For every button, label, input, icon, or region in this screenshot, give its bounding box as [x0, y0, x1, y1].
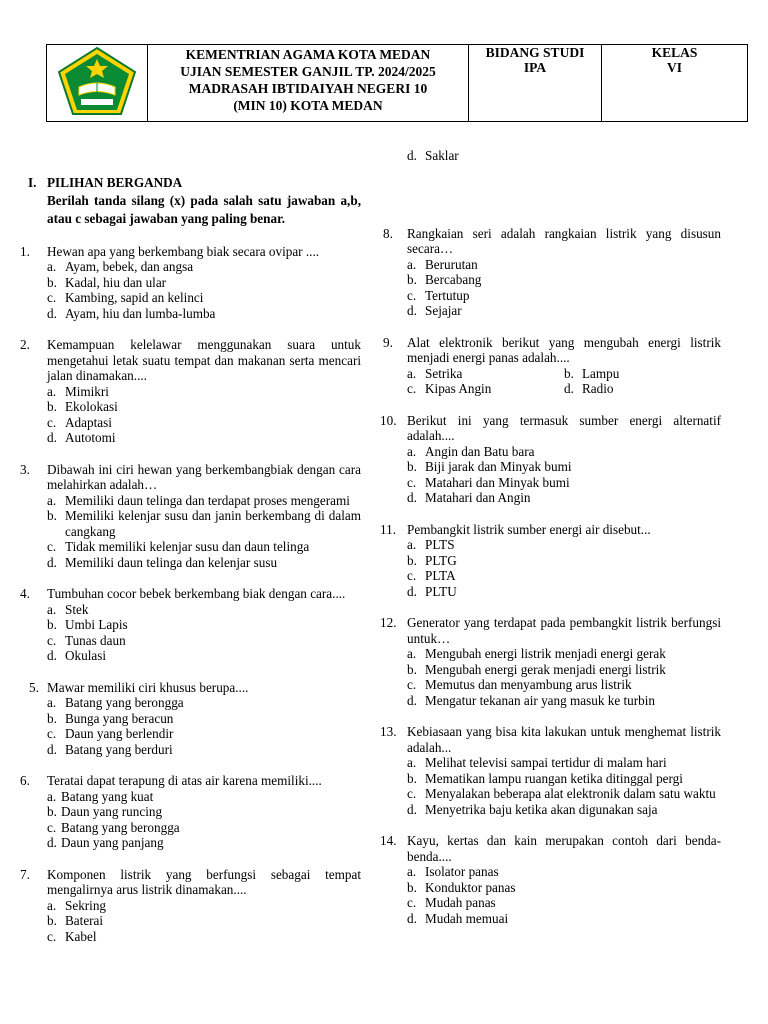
option-text: Ekolokasi [65, 399, 118, 414]
option-text: Saklar [425, 148, 459, 163]
option[interactable] [407, 537, 721, 553]
option-text: Adaptasi [65, 414, 112, 430]
option-letter: b. [47, 508, 57, 523]
option-letter: b. [47, 710, 57, 726]
question-text: Kayu, kertas dan kain merupakan contoh dari benda-benda.... [407, 833, 721, 864]
option-letter: c. [47, 632, 57, 648]
option-text: Memiliki daun telinga dan terdapat proses mengerami [65, 492, 350, 508]
subject-label: BIDANG STUDI [485, 45, 585, 60]
option-letter: a. [407, 256, 417, 272]
option[interactable] [47, 789, 361, 805]
class-cell [602, 45, 748, 122]
institution-line: UJIAN SEMESTER GANJIL TP. 2024/2025 [180, 64, 436, 79]
question-text: Komponen listrik yang berfungsi sebagai tempat mengalirnya arus listrik dinamakan.... [47, 866, 361, 897]
right-column [380, 148, 721, 926]
option-text: Kadal, hiu dan ular [65, 274, 167, 290]
option-letter: b. [407, 272, 417, 287]
option[interactable] [47, 430, 361, 446]
option-letter: b. [407, 661, 417, 677]
option[interactable] [407, 272, 721, 288]
option-text: Daun yang berlendir [65, 726, 174, 741]
option-letter: b. [564, 365, 574, 381]
option-letter: c. [407, 568, 417, 583]
option-text: Bunga yang beracun [65, 710, 174, 726]
option[interactable] [47, 617, 361, 633]
option[interactable] [47, 820, 361, 836]
option-text: Kambing, sapid an kelinci [65, 290, 204, 305]
subject-cell [469, 45, 602, 122]
option-text: Bercabang [425, 272, 482, 287]
option[interactable] [407, 662, 721, 678]
option-letter: b. [47, 804, 57, 819]
question-number: 4. [20, 586, 30, 601]
exam-header-table [46, 44, 748, 122]
option[interactable] [407, 677, 721, 693]
option-letter: b. [407, 770, 417, 786]
option[interactable] [47, 508, 361, 539]
option-letter: c. [407, 895, 417, 910]
option-letter: d. [407, 583, 417, 599]
option-text: Mengatur tekanan air yang masuk ke turbin [425, 692, 655, 708]
option[interactable] [47, 555, 361, 571]
question-number: 12. [380, 615, 397, 630]
option-letter: d. [407, 910, 417, 926]
option-letter: d. [47, 741, 57, 757]
option-letter: a. [47, 492, 57, 508]
option-letter: c. [47, 819, 57, 835]
option-letter: d. [407, 801, 417, 817]
question-number: 1. [20, 243, 30, 259]
option[interactable] [47, 399, 361, 415]
option-letter: a. [47, 695, 57, 710]
option-text: Mudah memuai [425, 910, 509, 926]
option-text: Kabel [65, 928, 97, 944]
option[interactable] [47, 835, 361, 851]
question-number: 14. [380, 833, 397, 848]
option-letter: a. [407, 755, 417, 770]
option[interactable] [407, 568, 721, 584]
option-letter: a. [407, 646, 417, 661]
option-text: PLTA [425, 568, 456, 583]
option-text: Berurutan [425, 256, 478, 272]
question-number: 8. [383, 225, 393, 241]
question-number: 3. [20, 461, 30, 477]
kemenag-logo-icon [53, 45, 141, 117]
option-text: Mematikan lampu ruangan ketika ditinggal pergi [425, 770, 683, 786]
question-item [380, 335, 721, 397]
option-letter: b. [47, 399, 57, 414]
option-text: Memiliki kelenjar susu dan janin berkembang di dalam cangkang [65, 508, 361, 539]
option[interactable] [47, 726, 361, 742]
option-letter: d. [47, 648, 57, 663]
question-item [380, 615, 721, 708]
option-text: Tertutup [425, 287, 470, 303]
question-number: 2. [20, 337, 30, 352]
option[interactable] [407, 490, 721, 506]
question-number: 5. [29, 679, 39, 695]
option-letter: c. [407, 474, 417, 490]
option[interactable] [407, 895, 721, 911]
option-text: Mengubah energi listrik menjadi energi gerak [425, 646, 666, 661]
question-text: Berikut ini yang termasuk sumber energi alternatif adalah.... [407, 412, 721, 443]
question-item [20, 773, 361, 851]
option[interactable] [47, 804, 361, 820]
option-letter: d. [407, 303, 417, 318]
question-item [380, 226, 721, 319]
option-text: Batang yang berongga [61, 819, 180, 835]
institution-line: (MIN 10) KOTA MEDAN [233, 98, 383, 113]
option-text: PLTS [425, 537, 455, 552]
option[interactable] [47, 648, 361, 664]
subject-value: IPA [523, 60, 547, 75]
option[interactable] [407, 444, 721, 460]
question-text: Kebiasaan yang bisa kita lakukan untuk menghemat listrik adalah... [407, 724, 721, 755]
institution-cell [148, 45, 469, 122]
option-text: Ayam, bebek, dan angsa [65, 259, 194, 274]
option-text: Biji jarak dan Minyak bumi [425, 459, 572, 474]
question-text: Kemampuan kelelawar menggunakan suara untuk mengetahui letak suatu tempat dan makanan serta mencari jalan dinamakan.... [47, 337, 361, 383]
question-number: 10. [380, 412, 397, 428]
logo-cell [47, 45, 148, 122]
option-text: Batang yang berongga [65, 695, 184, 710]
option[interactable] [47, 695, 361, 711]
question-number: 13. [380, 724, 397, 739]
question-item [20, 586, 361, 664]
option-text: Matahari dan Minyak bumi [425, 474, 570, 490]
option-letter: d. [407, 490, 417, 505]
option-text: Daun yang panjang [61, 835, 164, 850]
class-value: VI [666, 60, 682, 75]
option-letter: c. [47, 726, 57, 741]
option-text: Baterai [65, 913, 104, 928]
option[interactable] [47, 913, 361, 929]
question-item [20, 244, 361, 322]
option[interactable] [407, 148, 721, 164]
question-number: 7. [20, 866, 30, 882]
option-letter: a. [47, 788, 57, 804]
option-letter: a. [407, 537, 417, 552]
option-text: Stek [65, 601, 89, 617]
option[interactable] [47, 929, 361, 945]
option-letter: b. [407, 879, 417, 895]
question-item [20, 867, 361, 945]
option-text: Menyetrika baju ketika akan digunakan saja [425, 801, 658, 817]
option-letter: a. [407, 864, 417, 879]
option-text: PLTU [425, 583, 457, 599]
option-letter: b. [407, 552, 417, 568]
option[interactable] [47, 633, 361, 649]
option-text: Menyalakan beberapa alat elektronik dalam satu waktu [425, 786, 716, 801]
option-letter: c. [407, 381, 417, 396]
section-number: I. [28, 175, 37, 190]
option[interactable] [407, 303, 721, 319]
question-number: 6. [20, 773, 30, 788]
option-text: Tunas daun [65, 632, 126, 648]
question-item [380, 413, 721, 506]
option-letter: b. [407, 459, 417, 474]
option-text: Konduktor panas [425, 879, 516, 895]
option-text: Isolator panas [425, 864, 499, 879]
option-text: Lampu [582, 365, 620, 381]
option-text: Batang yang berduri [65, 741, 173, 757]
question-text: Mawar memiliki ciri khusus berupa.... [47, 679, 249, 695]
option-letter: d. [47, 430, 57, 445]
option-text: Mengubah energi gerak menjadi energi listrik [425, 661, 666, 677]
option-letter: a. [47, 259, 57, 274]
option[interactable] [407, 755, 721, 771]
option[interactable] [407, 381, 564, 397]
option[interactable] [47, 259, 361, 275]
option[interactable] [407, 880, 721, 896]
option-letter: b. [47, 274, 57, 290]
option-text: Memutus dan menyambung arus listrik [425, 677, 632, 692]
option-text: Matahari dan Angin [425, 490, 531, 505]
option[interactable] [407, 802, 721, 818]
option-text: Autotomi [65, 430, 116, 445]
question-item [380, 522, 721, 600]
option[interactable] [47, 493, 361, 509]
option-letter: b. [47, 617, 57, 632]
option[interactable] [407, 553, 721, 569]
option-text: Sekring [65, 897, 107, 913]
option-text: Batang yang kuat [61, 788, 154, 804]
question-number: 11. [380, 521, 396, 537]
option[interactable] [407, 693, 721, 709]
option[interactable] [407, 288, 721, 304]
option[interactable] [47, 306, 361, 322]
class-label: KELAS [651, 45, 698, 60]
option-letter: d. [47, 835, 57, 850]
option-text: Sejajar [425, 303, 462, 318]
option-text: Umbi Lapis [65, 617, 128, 632]
option[interactable] [47, 415, 361, 431]
option-letter: a. [407, 443, 417, 459]
question-item [20, 462, 361, 571]
question-text: Pembangkit listrik sumber energi air disebut... [407, 521, 651, 537]
left-column [20, 174, 361, 944]
option-letter: c. [407, 786, 417, 801]
option-text: Kipas Angin [425, 381, 492, 396]
option-letter: a. [47, 601, 57, 617]
question-item [380, 833, 721, 926]
option[interactable] [47, 275, 361, 291]
section-title: PILIHAN BERGANDA [47, 175, 183, 190]
option-letter: d. [47, 305, 57, 321]
option-letter: a. [407, 365, 417, 381]
option-letter: d. [47, 554, 57, 570]
option[interactable] [47, 384, 361, 400]
option-letter: d. [564, 381, 574, 396]
option-text: Okulasi [65, 648, 107, 663]
option[interactable] [47, 742, 361, 758]
option[interactable] [407, 475, 721, 491]
question-text: Generator yang terdapat pada pembangkit listrik berfungsi untuk… [407, 615, 721, 646]
option[interactable] [407, 864, 721, 880]
option-letter: b. [47, 913, 57, 928]
section-instruction: Berilah tanda silang (x) pada salah satu jawaban a,b, atau c sebagai jawaban yang paling benar. [47, 192, 361, 226]
option-letter: d. [407, 692, 417, 708]
option-letter: c. [47, 414, 57, 430]
option-text: Daun yang runcing [61, 804, 163, 819]
option[interactable] [407, 366, 564, 382]
question-text: Teratai dapat terapung di atas air karena memiliki.... [47, 773, 322, 788]
option[interactable] [47, 898, 361, 914]
option[interactable] [407, 646, 721, 662]
question-item [20, 337, 361, 446]
institution-line: MADRASAH IBTIDAIYAH NEGERI 10 [188, 81, 428, 96]
option-text: Memiliki daun telinga dan kelenjar susu [65, 554, 278, 570]
option-text: Tidak memiliki kelenjar susu dan daun telinga [65, 539, 310, 554]
option-text: Setrika [425, 365, 463, 381]
option-letter: a. [47, 383, 57, 399]
question-item [20, 680, 361, 758]
question-number: 9. [383, 334, 393, 350]
option-letter: d. [407, 148, 417, 163]
question-text: Hewan apa yang berkembang biak secara ovipar .... [47, 243, 320, 259]
option-text: Ayam, hiu dan lumba-lumba [65, 305, 216, 321]
question-item [380, 724, 721, 817]
option[interactable] [407, 257, 721, 273]
option[interactable] [407, 911, 721, 927]
option[interactable] [564, 366, 721, 382]
option[interactable] [407, 786, 721, 802]
option-letter: c. [47, 928, 57, 944]
question-text: Tumbuhan cocor bebek berkembang biak dengan cara.... [47, 586, 346, 601]
institution-line: KEMENTRIAN AGAMA KOTA MEDAN [185, 47, 431, 62]
option-letter: c. [47, 290, 57, 305]
option[interactable] [47, 539, 361, 555]
option-text: PLTG [425, 552, 457, 568]
option-letter: c. [47, 539, 57, 554]
option[interactable] [407, 584, 721, 600]
option[interactable] [564, 381, 721, 397]
option-text: Radio [582, 381, 614, 396]
option-letter: c. [407, 287, 417, 303]
option[interactable] [47, 290, 361, 306]
option-text: Mudah panas [425, 895, 496, 910]
question-text: Alat elektronik berikut yang mengubah energi listrik menjadi energi panas adalah.... [407, 334, 721, 365]
option[interactable] [47, 711, 361, 727]
question-text: Dibawah ini ciri hewan yang berkembangbiak dengan cara melahirkan adalah… [47, 461, 361, 492]
option[interactable] [407, 459, 721, 475]
option-text: Melihat televisi sampai tertidur di malam hari [425, 755, 667, 770]
option-letter: c. [407, 677, 417, 692]
option-letter: a. [47, 897, 57, 913]
option[interactable] [47, 602, 361, 618]
option-text: Mimikri [65, 383, 109, 399]
option-text: Angin dan Batu bara [425, 443, 535, 459]
question-text: Rangkaian seri adalah rangkaian listrik yang disusun secara… [407, 225, 721, 256]
option[interactable] [407, 771, 721, 787]
section-heading [20, 174, 361, 192]
